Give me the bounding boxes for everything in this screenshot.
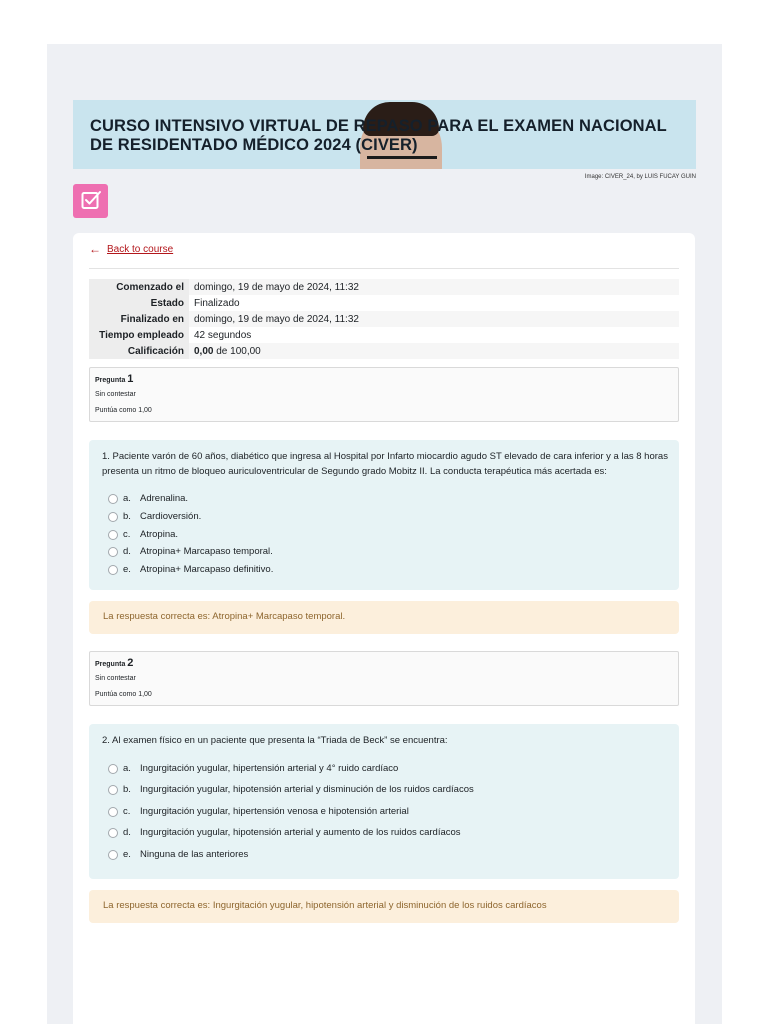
radio-button[interactable] xyxy=(108,785,118,795)
summary-row: Comenzado el domingo, 19 de mayo de 2024, 11:32 xyxy=(89,279,679,295)
question-info xyxy=(89,651,679,706)
radio-button[interactable] xyxy=(108,530,118,540)
question-text: 1. Paciente varón de 60 años, diabético que ingresa al Hospital por Infarto miocardio agudo ST elevado de cara inferior y a las 8 horas presenta un ritmo de bloqueo auriculoventricular de Segundo grado Mobitz II. La conducta terapéutica más acertada es: xyxy=(102,451,668,477)
question-state: Sin contestar xyxy=(95,391,136,398)
radio-button[interactable] xyxy=(108,828,118,838)
summary-row: Tiempo empleado 42 segundos xyxy=(89,327,679,343)
radio-button[interactable] xyxy=(108,512,118,522)
radio-button[interactable] xyxy=(108,547,118,557)
question-number: Pregunta 2 xyxy=(95,657,134,669)
summary-row: Calificación 0,00 de 100,00 xyxy=(89,343,679,359)
question-text: 2. Al examen físico en un paciente que presenta la “Triada de Beck” se encuentra: xyxy=(102,735,448,746)
question-formulation: 1. Paciente varón de 60 años, diabético que ingresa al Hospital por Infarto miocardio agudo ST elevado de cara inferior y a las 8 horas presenta un ritmo de bloqueo auriculoventricular de Segundo grado Mobitz II. La conducta terapéutica más acertada es: a. Adrenalina. b. Cardioversión. c. Atropina. d. Atropina+ Marcapaso temporal. e. Atropina+ Marcapaso definitivo. xyxy=(89,440,679,590)
correct-answer-feedback: La respuesta correcta es: Atropina+ Marcapaso temporal. xyxy=(89,601,679,634)
question-grade: Puntúa como 1,00 xyxy=(95,691,152,698)
divider xyxy=(89,268,679,269)
summary-row: Finalizado en domingo, 19 de mayo de 2024, 11:32 xyxy=(89,311,679,327)
quiz-checkbox-icon xyxy=(73,184,108,218)
radio-button[interactable] xyxy=(108,494,118,504)
question-grade: Puntúa como 1,00 xyxy=(95,407,152,414)
summary-row: Estado Finalizado xyxy=(89,295,679,311)
radio-button[interactable] xyxy=(108,850,118,860)
question-state: Sin contestar xyxy=(95,675,136,682)
image-credit: Image: CIVER_24, by LUIS FUCAY GUIN xyxy=(584,174,696,180)
radio-button[interactable] xyxy=(108,807,118,817)
course-title: CURSO INTENSIVO VIRTUAL DE REPASO PARA EL EXAMEN NACIONAL DE RESIDENTADO MÉDICO 2024 (CIVER) xyxy=(90,117,667,154)
attempt-summary-table xyxy=(89,279,679,359)
radio-button[interactable] xyxy=(108,565,118,575)
arrow-left-icon: ← xyxy=(89,242,101,256)
question-number: Pregunta 1 xyxy=(95,373,134,385)
grade-value: 0,00 xyxy=(194,345,214,357)
radio-button[interactable] xyxy=(108,764,118,774)
question-formulation: 2. Al examen físico en un paciente que presenta la “Triada de Beck” se encuentra: a. Ingurgitación yugular, hipertensión arterial y 4° ruido cardíaco b. Ingurgitación yugular, hipotensión arterial y disminución de los ruidos cardíacos c. Ingurgitación yugular, hipertensión venosa e hipotensión arterial d. Ingurgitación yugular, hipotensión arterial y aumento de los ruidos cardíacos e. Ninguna de las anteriores xyxy=(89,724,679,879)
correct-answer-feedback: La respuesta correcta es: Ingurgitación yugular, hipotensión arterial y disminución de los ruidos cardíacos xyxy=(89,890,679,923)
course-banner xyxy=(73,100,696,169)
question-info xyxy=(89,367,679,422)
